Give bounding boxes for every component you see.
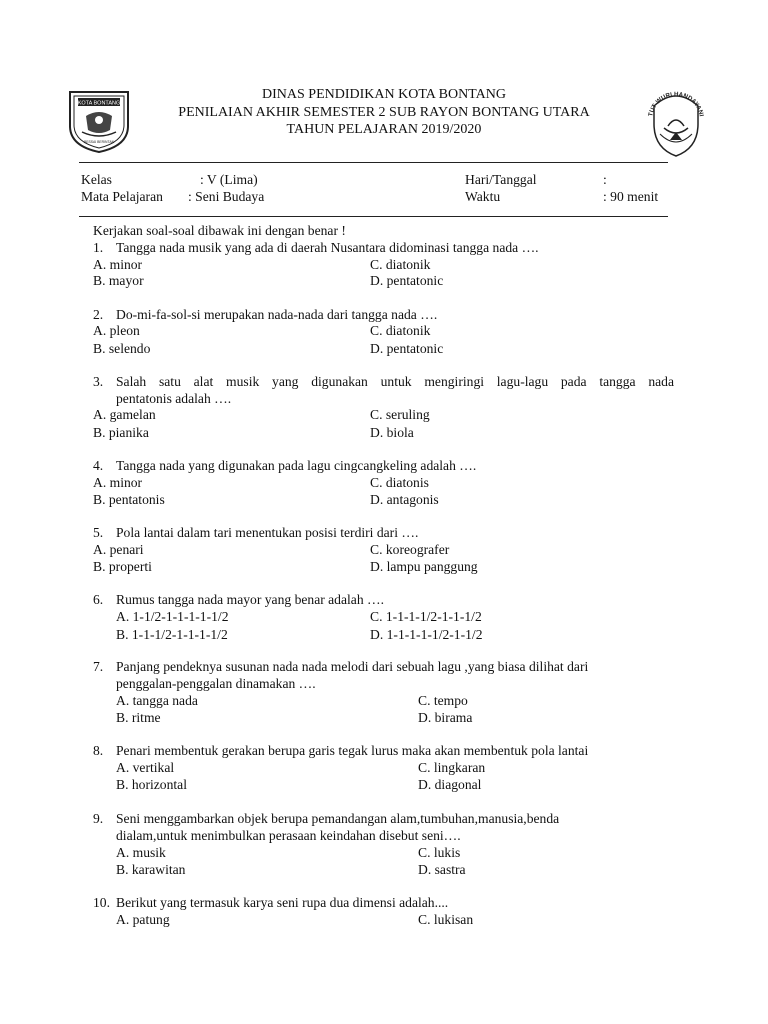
question-number: 10. [93, 895, 110, 910]
option-b: B. properti [93, 559, 152, 574]
question-text: Pola lantai dalam tari menentukan posisi terdiri dari …. [116, 525, 419, 540]
option-c: C. lingkaran [418, 760, 486, 775]
option-c: C. tempo [418, 693, 468, 708]
option-a: A. minor [93, 257, 143, 272]
info-divider [79, 216, 668, 217]
option-c: C. lukisan [418, 912, 474, 927]
logo-right-text: TUT WURI HANDAYANI [647, 90, 705, 118]
option-d: D. lampu panggung [370, 559, 478, 574]
header-line-1: DINAS PENDIDIKAN KOTA BONTANG [262, 87, 506, 102]
option-b: B. selendo [93, 341, 151, 356]
hari-label: Hari/Tanggal [465, 172, 537, 187]
option-b: B. pentatonis [93, 492, 165, 507]
option-b: B. karawitan [116, 862, 186, 877]
instruction: Kerjakan soal-soal dibawak ini dengan benar ! [93, 223, 346, 238]
option-a: A. gamelan [93, 407, 156, 422]
question-number: 3. [93, 374, 104, 389]
exam-header [140, 86, 628, 139]
question-text: Do-mi-fa-sol-si merupakan nada-nada dari tangga nada …. [116, 307, 438, 322]
question-text: Tangga nada musik yang ada di daerah Nusantara didominasi tangga nada …. [116, 240, 539, 255]
mapel-value: : Seni Budaya [188, 189, 265, 204]
question-text: Seni menggambarkan objek berupa pemandangan alam,tumbuhan,manusia,benda [116, 811, 560, 826]
tut-wuri-handayani-logo-icon [640, 84, 712, 158]
header-divider [79, 162, 668, 163]
option-a: A. musik [116, 845, 166, 860]
question-text: Panjang pendeknya susunan nada nada melodi dari sebuah lagu ,yang biasa dilihat dari [116, 659, 589, 674]
question-text: Rumus tangga nada mayor yang benar adalah …. [116, 592, 385, 607]
question-number: 4. [93, 458, 104, 473]
question-text: Berikut yang termasuk karya seni rupa dua dimensi adalah.... [116, 895, 449, 910]
option-c: C. seruling [370, 407, 430, 422]
question-text-continued: dialam,untuk menimbulkan perasaan keindahan disebut seni…. [116, 828, 461, 843]
question-number: 5. [93, 525, 104, 540]
option-c: C. diatonis [370, 475, 429, 490]
logo-left-text: KOTA BONTANG [77, 100, 121, 107]
waktu-value: : 90 menit [603, 189, 659, 204]
option-a: A. minor [93, 475, 143, 490]
option-a: A. tangga nada [116, 693, 198, 708]
option-d: D. biola [370, 425, 414, 440]
hari-value: : [603, 172, 607, 187]
option-c: C. lukis [418, 845, 461, 860]
question-number: 6. [93, 592, 104, 607]
kelas-value: : V (Lima) [200, 172, 258, 187]
question-number: 2. [93, 307, 104, 322]
option-a: A. patung [116, 912, 170, 927]
option-b: B. pianika [93, 425, 149, 440]
logo-left-motto: BESSAI BERINTAN [83, 140, 115, 144]
option-c: C. diatonik [370, 323, 431, 338]
question-number: 1. [93, 240, 104, 255]
question-number: 7. [93, 659, 104, 674]
question-text: Salah satu alat musik yang digunakan untuk mengiringi lagu-lagu pada tangga nada [116, 374, 674, 389]
option-d: D. pentatonic [370, 273, 444, 288]
option-d: D. diagonal [418, 777, 482, 792]
option-a: A. vertikal [116, 760, 175, 775]
option-d: D. pentatonic [370, 341, 444, 356]
option-a: A. pleon [93, 323, 140, 338]
question-text-continued: penggalan-penggalan dinamakan …. [116, 676, 316, 691]
waktu-label: Waktu [465, 189, 501, 204]
option-b: B. horizontal [116, 777, 187, 792]
header-line-2: PENILAIAN AKHIR SEMESTER 2 SUB RAYON BONTANG UTARA [178, 104, 590, 120]
option-d: D. 1-1-1-1-1/2-1-1/2 [370, 627, 483, 642]
option-c: C. koreografer [370, 542, 450, 557]
question-text-continued: pentatonis adalah …. [116, 391, 232, 406]
option-d: D. sastra [418, 862, 466, 877]
mapel-label: Mata Pelajaran [81, 189, 163, 204]
option-a: A. 1-1/2-1-1-1-1-1/2 [116, 609, 229, 624]
header-line-3: TAHUN PELAJARAN 2019/2020 [286, 122, 482, 137]
question-number: 9. [93, 811, 104, 826]
kelas-label: Kelas [81, 172, 112, 187]
option-c: C. diatonik [370, 257, 431, 272]
option-d: D. birama [418, 710, 473, 725]
question-text: Tangga nada yang digunakan pada lagu cingcangkeling adalah …. [116, 458, 477, 473]
option-c: C. 1-1-1-1/2-1-1-1/2 [370, 609, 482, 624]
option-d: D. antagonis [370, 492, 439, 507]
kota-bontang-logo-icon [64, 86, 134, 154]
question-number: 8. [93, 743, 104, 758]
option-b: B. mayor [93, 273, 144, 288]
question-text: Penari membentuk gerakan berupa garis tegak lurus maka akan membentuk pola lantai [116, 743, 589, 758]
option-b: B. ritme [116, 710, 161, 725]
option-a: A. penari [93, 542, 144, 557]
option-b: B. 1-1-1/2-1-1-1-1/2 [116, 627, 228, 642]
